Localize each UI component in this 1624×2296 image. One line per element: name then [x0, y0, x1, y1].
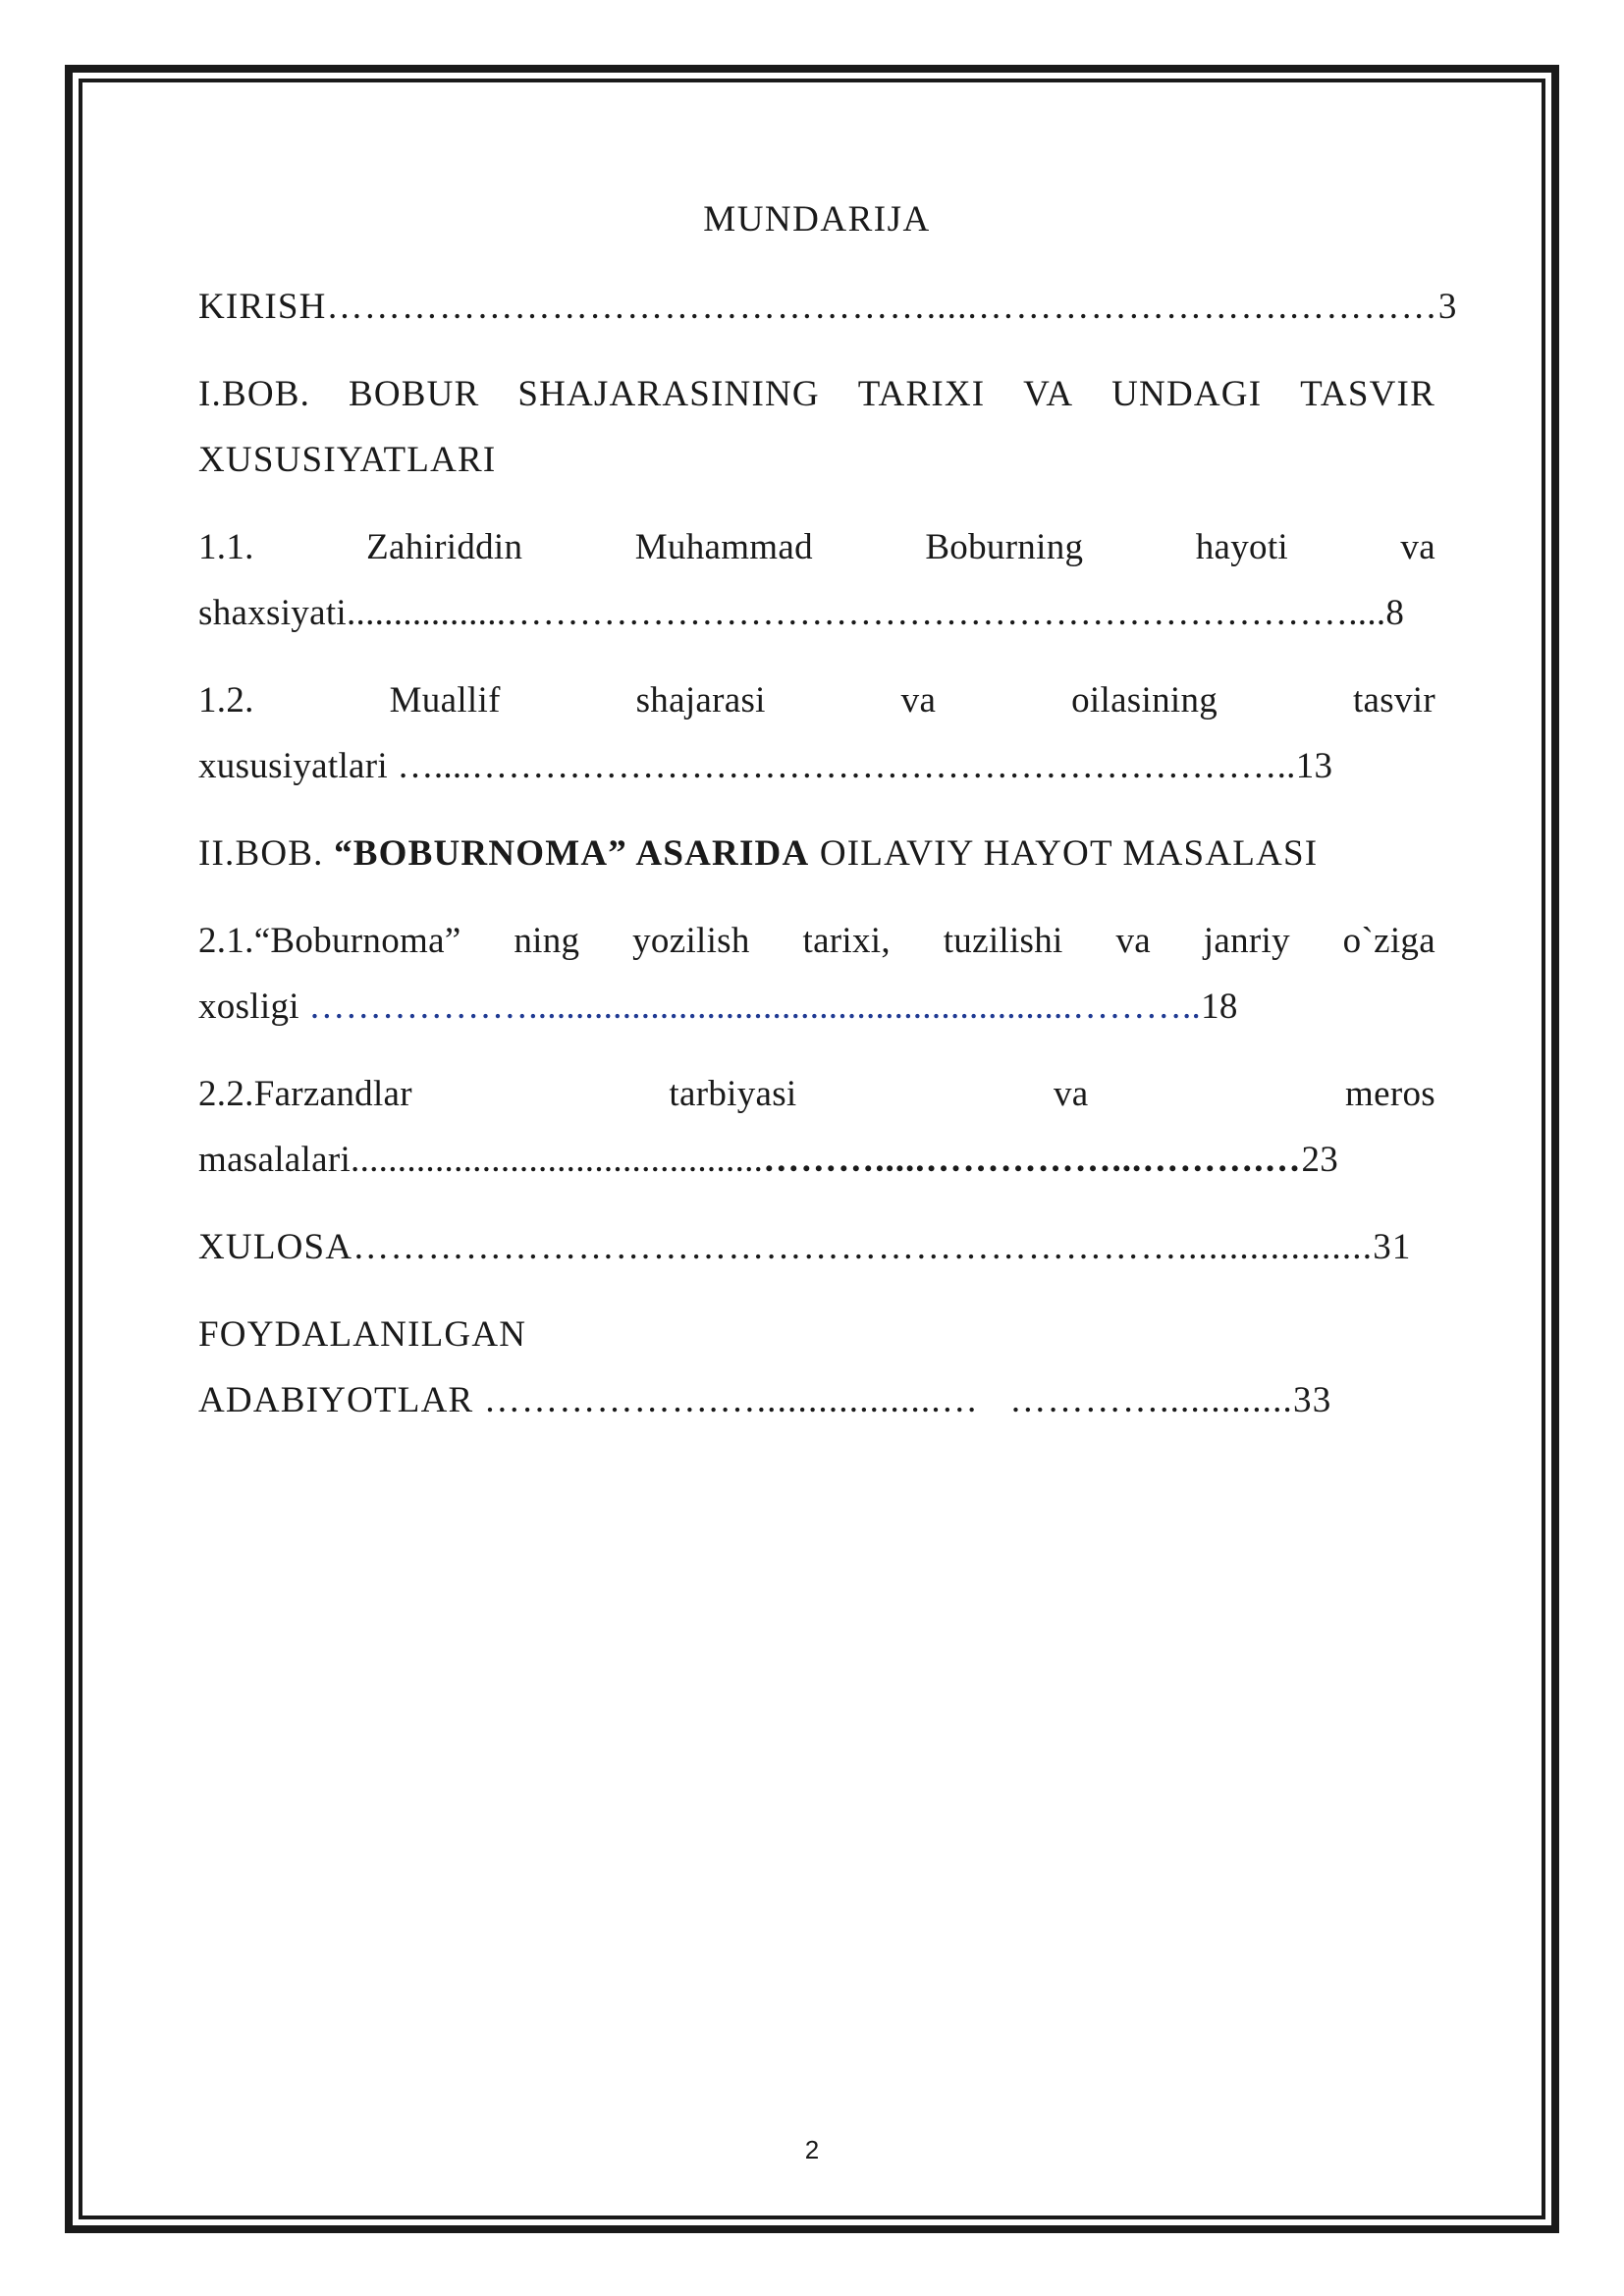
toc-word: o`ziga: [1342, 921, 1435, 961]
toc-word: 2.1.“Boburnoma”: [198, 921, 461, 961]
toc-xulosa-line: XULOSA…………………………………………………………...................31: [198, 1227, 1412, 1267]
toc-chapter-2-suffix: OILAVIY HAYOT MASALASI: [809, 833, 1319, 874]
toc-word: 1.2.: [198, 680, 254, 721]
toc-entry-chapter-1: [198, 361, 1435, 493]
toc-entry-references: [198, 1302, 1435, 1433]
toc-entry-1-1: [198, 514, 1435, 646]
toc-entry-2-2: [198, 1061, 1435, 1193]
toc-2-2-line-1: [198, 1061, 1435, 1127]
toc-word: 2.2.Farzandlar: [198, 1074, 412, 1114]
toc-1-1-line-1: [198, 514, 1435, 580]
toc-2-2-label: masalalari: [198, 1140, 352, 1180]
toc-word: janriy: [1203, 921, 1290, 961]
toc-word: tuzilishi: [943, 921, 1063, 961]
toc-word: tasvir: [1352, 680, 1435, 721]
toc-chapter-1-line-1: [198, 361, 1435, 427]
toc-chapter-1-line-2: XUSUSIYATLARI: [198, 440, 497, 480]
toc-2-2-leader-dots-light: ............................................: [351, 1140, 764, 1180]
page-title: MUNDARIJA: [703, 199, 931, 240]
toc-chapter-2-line: [198, 821, 1435, 886]
toc-entry-1-2: [198, 667, 1435, 799]
toc-word: va: [900, 680, 937, 721]
page-number: 2: [804, 2135, 820, 2164]
toc-1-2-line-2: xususiyatlari …....…………………………………………………………..13: [198, 746, 1333, 786]
toc-2-2-line-2: [198, 1127, 1435, 1193]
toc-word: va: [1115, 921, 1151, 961]
toc-references-line-1: FOYDALANILGAN: [198, 1314, 527, 1355]
toc-word: va: [1400, 527, 1435, 567]
toc-entry-kirish: [198, 274, 1458, 340]
toc-word: I.BOB.: [198, 374, 311, 414]
toc-entry-chapter-2: [198, 821, 1435, 886]
toc-word: shajarasi: [635, 680, 766, 721]
toc-2-1-line-1: [198, 908, 1435, 974]
toc-1-1-line-2: shaxsiyati.................……………………………………………………………....8: [198, 593, 1405, 633]
toc-word: UNDAGI: [1111, 374, 1263, 414]
toc-word: oilasining: [1071, 680, 1218, 721]
toc-1-2-line-1: [198, 667, 1435, 733]
toc-word: Boburning: [925, 527, 1084, 567]
toc-word: Zahiriddin: [366, 527, 523, 567]
toc-word: TASVIR: [1300, 374, 1435, 414]
toc-2-2-leader-dots-heavy: ……….....……………...……….…: [763, 1140, 1302, 1180]
table-of-contents: [198, 187, 1458, 1455]
toc-word: va: [1054, 1074, 1089, 1114]
toc-word: Muhammad: [634, 527, 813, 567]
toc-word: ning: [514, 921, 580, 961]
toc-word: tarbiyasi: [669, 1074, 797, 1114]
toc-entry-xulosa: [198, 1214, 1435, 1280]
toc-chapter-2-prefix: II.BOB.: [198, 833, 335, 874]
toc-word: VA: [1023, 374, 1074, 414]
toc-word: BOBUR: [348, 374, 480, 414]
toc-kirish-line: KIRISH………………………………………….....…………………….…………3: [198, 287, 1458, 327]
toc-word: hayoti: [1195, 527, 1288, 567]
toc-word: tarixi,: [802, 921, 891, 961]
toc-entry-2-1: [198, 908, 1435, 1040]
toc-2-1-label: xosligi: [198, 987, 309, 1027]
toc-word: Muallif: [389, 680, 501, 721]
toc-chapter-2-bold: “BOBURNOMA” ASARIDA: [334, 833, 810, 874]
toc-references-line-2: ADABIYOTLAR ……………….…..................… ………….............33: [198, 1380, 1332, 1420]
toc-word: meros: [1345, 1074, 1435, 1114]
toc-word: TARIXI: [857, 374, 986, 414]
toc-word: SHAJARASINING: [517, 374, 820, 414]
toc-word: yozilish: [632, 921, 750, 961]
toc-2-1-page: 18: [1201, 987, 1238, 1027]
toc-2-1-leader-dots: ………………..........................................................………..: [308, 987, 1202, 1027]
toc-2-2-page: 23: [1301, 1140, 1339, 1180]
toc-2-1-line-2: [198, 974, 1435, 1040]
toc-word: 1.1.: [198, 527, 254, 567]
